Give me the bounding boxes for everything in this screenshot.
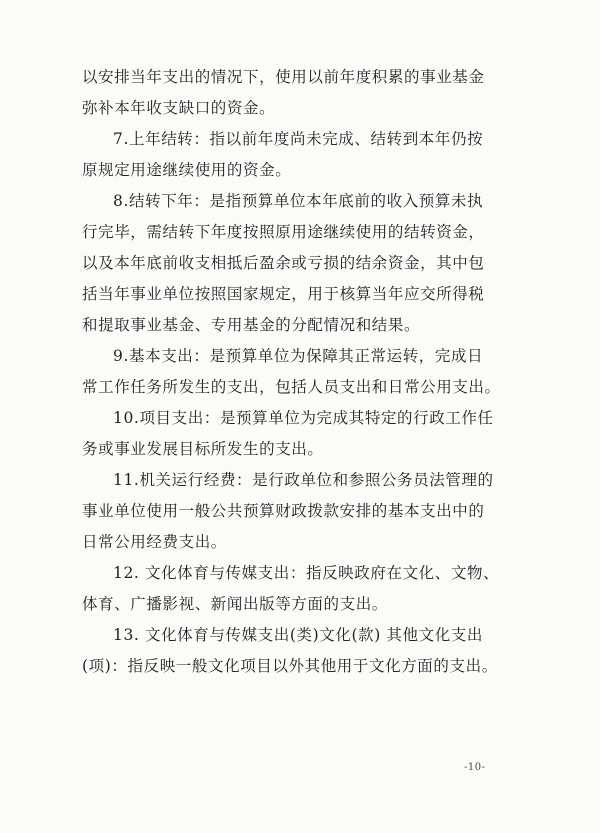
- paragraph-line: 11.机关运行经费：是行政单位和参照公务员法管理的: [113, 471, 494, 489]
- page-number: -10-: [464, 762, 486, 773]
- paragraph-item-8: [82, 186, 522, 341]
- paragraph-line: 日常公用经费支出。: [82, 533, 227, 551]
- paragraph-item-10: [82, 403, 522, 465]
- paragraph-line: 事业单位使用一般公共预算财政拨款安排的基本支出中的: [82, 502, 485, 520]
- paragraph-line: 原规定用途继续使用的资金。: [82, 161, 292, 179]
- paragraph-line: 行完毕，需结转下年度按照原用途继续使用的结转资金，: [82, 223, 485, 241]
- paragraph-line: (项)：指反映一般文化项目以外其他用于文化方面的支出。: [82, 657, 498, 675]
- paragraph-line: 9.基本支出：是预算单位为保障其正常运转，完成日: [113, 347, 484, 365]
- paragraph-line: 体育、广播影视、新闻出版等方面的支出。: [82, 595, 388, 613]
- paragraph-line: 12. 文化体育与传媒支出：指反映政府在文化、文物、: [113, 564, 500, 582]
- paragraph-item-12: [82, 558, 522, 620]
- paragraph-line: 括当年事业单位按照国家规定，用于核算当年应交所得税: [82, 285, 485, 303]
- paragraph-line: 务或事业发展目标所发生的支出。: [82, 440, 324, 458]
- paragraph-line: 以及本年底前收支相抵后盈余或亏损的结余资金，其中包: [82, 254, 485, 272]
- paragraph-line: 8.结转下年：是指预算单位本年底前的收入预算未执: [113, 192, 484, 210]
- paragraph-line: 7.上年结转：指以前年度尚未完成、结转到本年仍按: [113, 130, 484, 148]
- paragraph-item-11: [82, 465, 522, 558]
- paragraph-item-9: [82, 341, 522, 403]
- paragraph-line: 13. 文化体育与传媒支出(类)文化(款) 其他文化支出: [113, 626, 483, 644]
- paragraph-line: 常工作任务所发生的支出，包括人员支出和日常公用支出。: [82, 378, 501, 396]
- paragraph-line: 以安排当年支出的情况下，使用以前年度积累的事业基金: [82, 68, 485, 86]
- paragraph-line: 弥补本年收支缺口的资金。: [82, 99, 276, 117]
- paragraph-line: 10.项目支出：是预算单位为完成其特定的行政工作任: [113, 409, 494, 427]
- paragraph-line: 和提取事业基金、专用基金的分配情况和结果。: [82, 316, 421, 334]
- paragraph-item-13: [82, 620, 522, 682]
- paragraph-item-7: [82, 124, 522, 186]
- paragraph-continuation: [82, 62, 522, 124]
